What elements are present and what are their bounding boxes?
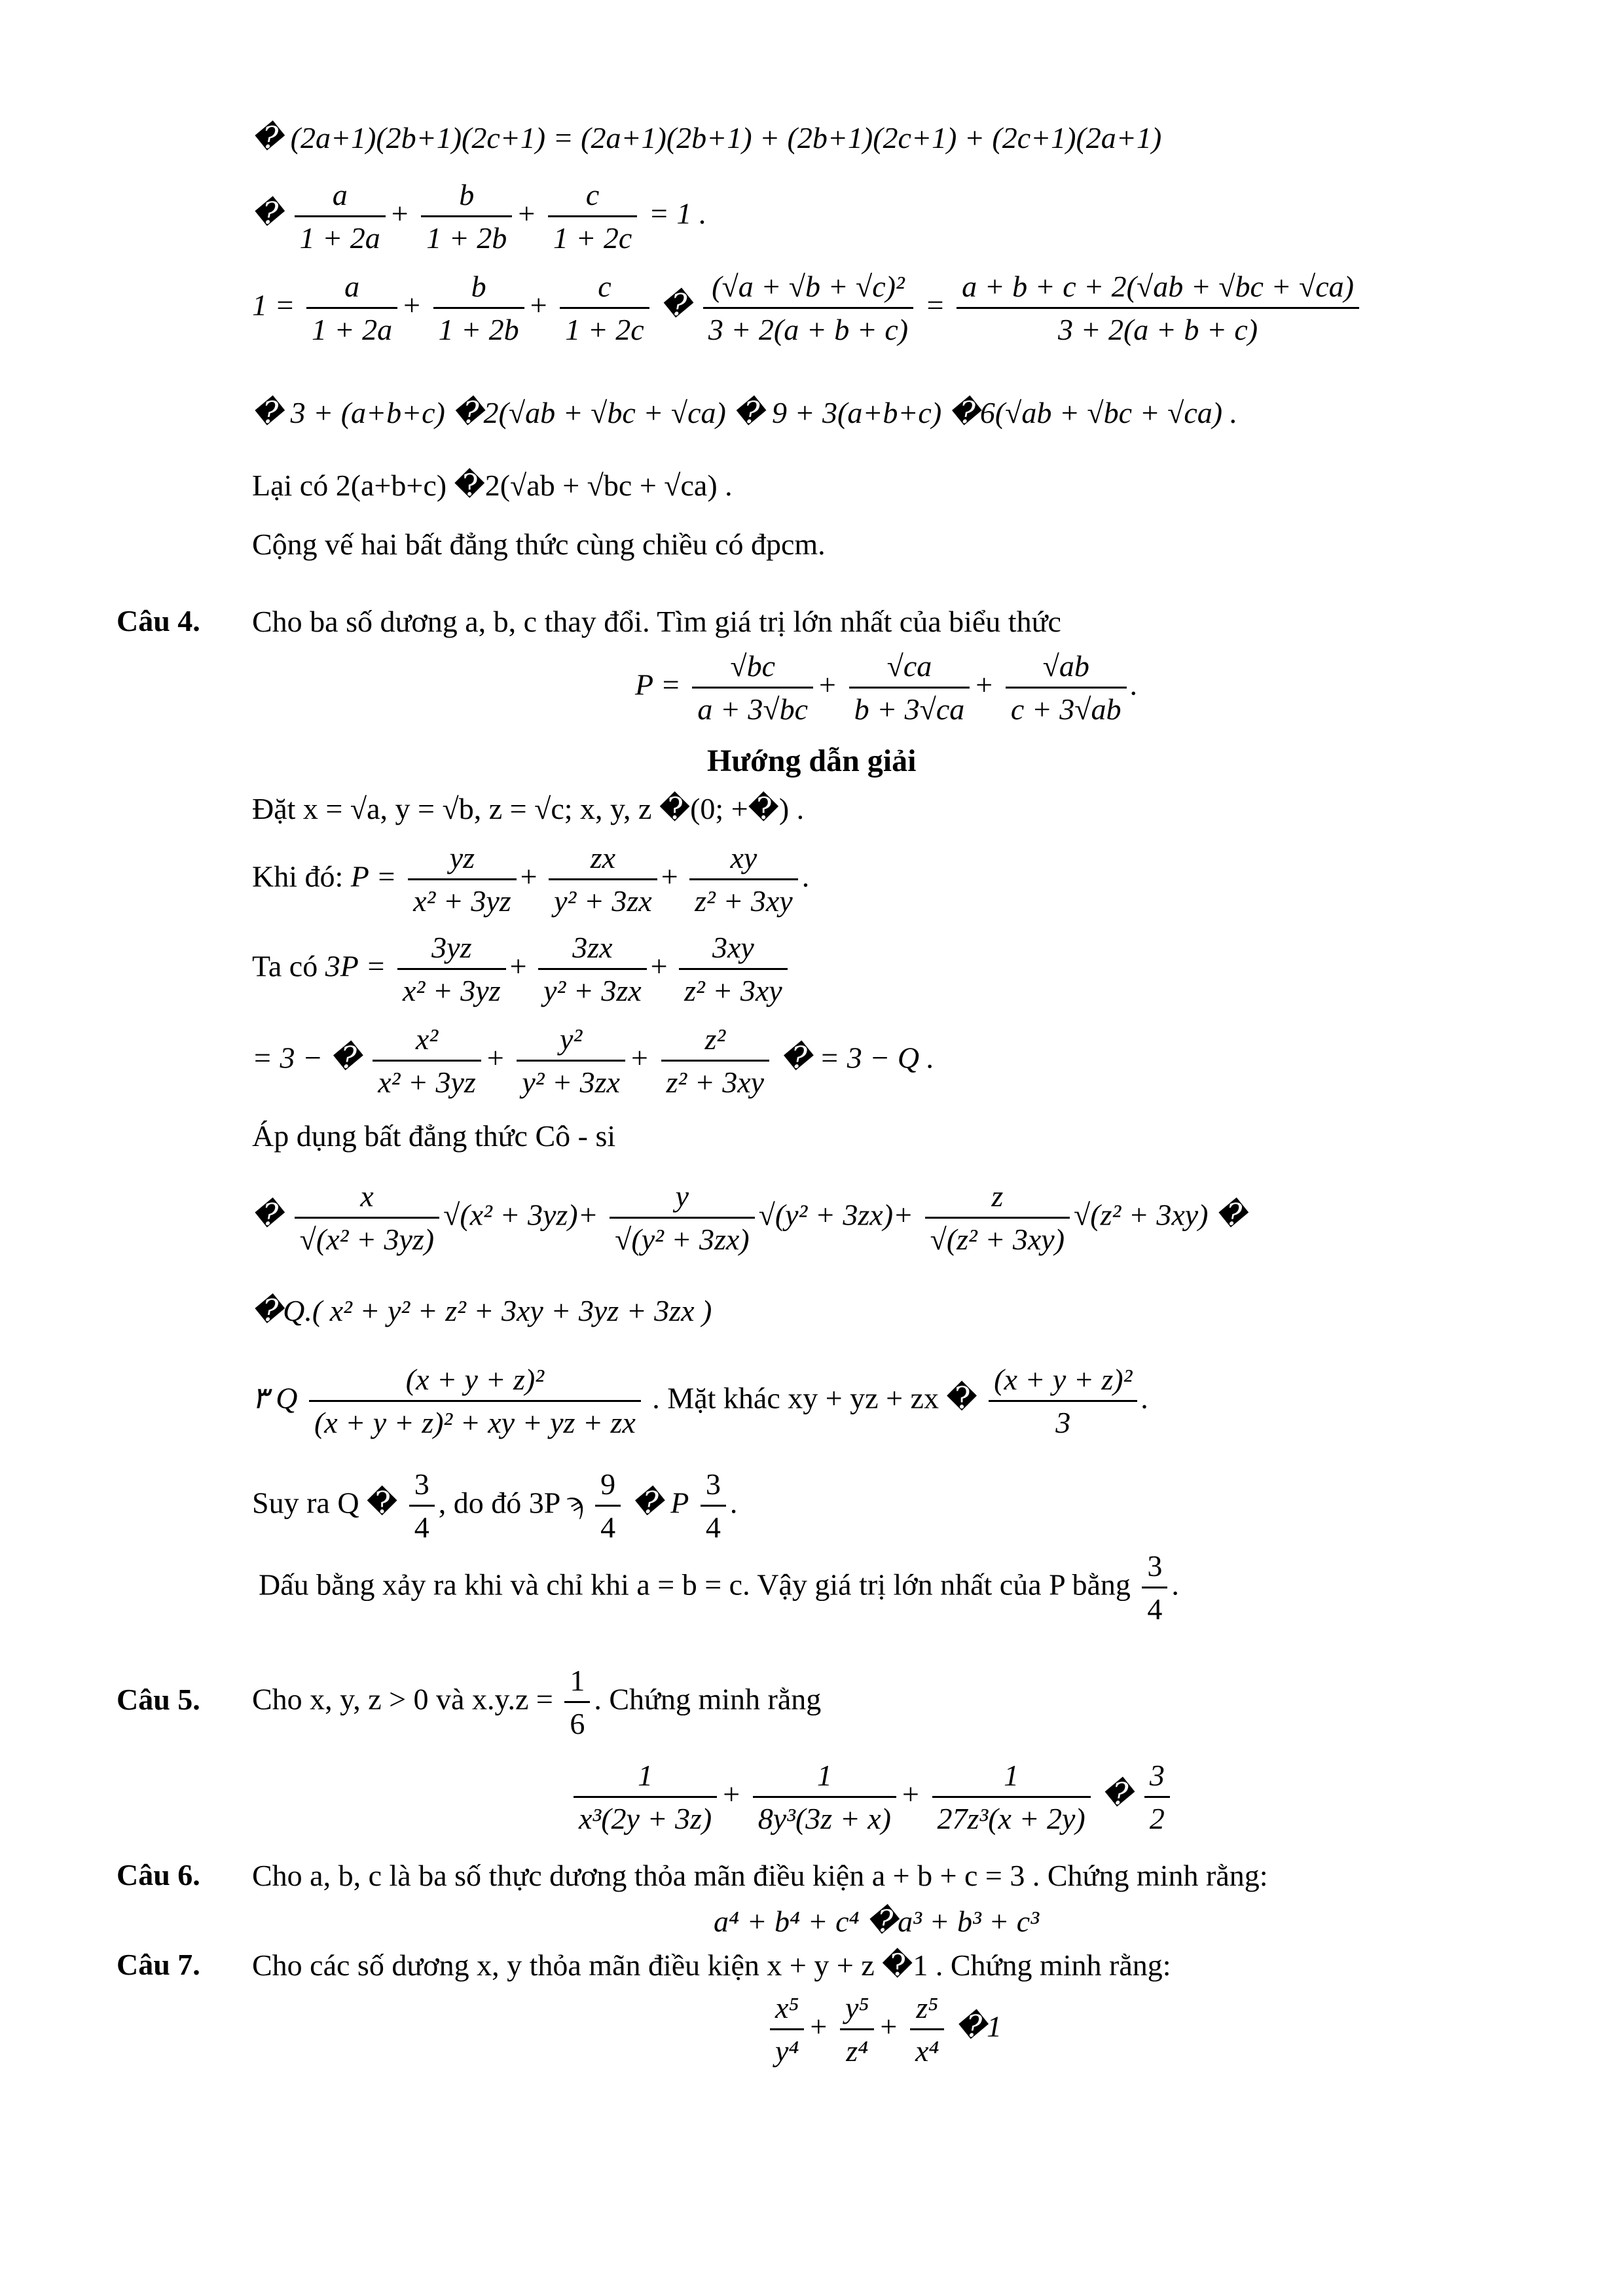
- inequality: a⁴ + b⁴ + c⁴ �a³ + b³ + c³: [714, 1905, 1040, 1938]
- inequality: $\frac{1}{\text{x³(2y + 3z)}}$ + $\frac{1}{\text{8y³(3z + x)}}$ + $\frac{1}{\text{27z³(x + 2y)}}$ � $\frac{3}{2}$: [570, 1757, 1174, 1837]
- equation-line: ٣ Q $\frac{\text{(x + y + z)²}}{\text{(x + y + z)² + xy + yz + zx}}$ . Mặt khác xy + yz + zx � $\frac{\text{(x + y + z)²}}{3}$ .: [252, 1361, 1149, 1441]
- fraction: $\frac{zx}{\text{y² + 3zx}}$: [549, 840, 657, 919]
- fraction: $\frac{\text{(x + y + z)²}}{3}$: [989, 1361, 1137, 1441]
- fraction: $\frac{\text{z²}}{\text{z² + 3xy}}$: [661, 1021, 770, 1100]
- equation-line: Khi đó: P = $\frac{yz}{\text{x² + 3yz}}$ + $\frac{zx}{\text{y² + 3zx}}$ + $\frac{xy}{\text{z² + 3xy}}$ .: [252, 840, 809, 919]
- fraction: $\frac{√bc}{a + 3√bc}$: [692, 648, 813, 727]
- question-text: Cho các số dương x, y thỏa mãn điều kiện x + y + z �1 . Chứng minh rằng:: [252, 1948, 1171, 1982]
- fraction: $\frac{\text{z⁵}}{\text{x⁴}}$: [910, 1990, 944, 2069]
- fraction: $\frac{9}{4}$: [595, 1466, 621, 1545]
- fraction: $\frac{c}{1 + 2c}$: [560, 268, 649, 348]
- fraction: $\frac{3yz}{\text{x² + 3yz}}$: [397, 929, 506, 1009]
- fraction: $\frac{xy}{\text{z² + 3xy}}$: [689, 840, 798, 919]
- question-label: Câu 6.: [117, 1858, 200, 1892]
- fraction: $\frac{\text{(√a + √b + √c)²}}{3 + 2(a + b + c)}$: [703, 268, 913, 348]
- question-label: Câu 7.: [117, 1948, 200, 1981]
- equation-line-3: 1 = $\frac{a}{1 + 2a}$ + $\frac{b}{1 + 2b}$ + $\frac{c}{1 + 2c}$ � $\frac{\text{(√a + √b + √c)²}}{3 + 2(a + b + c)}$ = $\frac{a + b + c + 2(√ab + √bc + √ca)}{3 + 2(a + b + c)}$: [252, 268, 1363, 348]
- fraction: $\frac{\text{x⁵}}{\text{y⁴}}$: [770, 1990, 804, 2069]
- question-label: Câu 4.: [117, 604, 200, 637]
- fraction: $\frac{y}{\text{√(y² + 3zx)}}$: [610, 1178, 754, 1257]
- fraction: $\frac{\text{x²}}{\text{x² + 3yz}}$: [373, 1021, 481, 1100]
- fraction: $\frac{1}{\text{27z³(x + 2y)}}$: [932, 1757, 1091, 1837]
- equation-line-1: � (2a+1)(2b+1)(2c+1) = (2a+1)(2b+1) + (2b+1)(2c+1) + (2c+1)(2a+1): [252, 121, 1162, 154]
- question-label: Câu 5.: [117, 1683, 200, 1716]
- fraction: $\frac{a + b + c + 2(√ab + √bc + √ca)}{3 + 2(a + b + c)}$: [957, 268, 1359, 348]
- fraction: $\frac{a}{1 + 2a}$: [295, 177, 386, 256]
- equation-line: �Q.( x² + y² + z² + 3xy + 3yz + 3zx ): [252, 1294, 712, 1327]
- fraction: $\frac{\text{y⁵}}{\text{z⁴}}$: [840, 1990, 874, 2069]
- fraction: $\frac{b}{1 + 2b}$: [421, 177, 512, 256]
- question-text: Cho ba số dương a, b, c thay đổi. Tìm giá trị lớn nhất của biểu thức: [252, 605, 1061, 638]
- inequality: $\frac{\text{x⁵}}{\text{y⁴}}$ + $\frac{\text{y⁵}}{\text{z⁴}}$ + $\frac{\text{z⁵}}{\text{x⁴}}$ �1: [766, 1990, 1002, 2069]
- fraction: $\frac{1}{6}$: [564, 1662, 590, 1742]
- fraction: $\frac{1}{\text{8y³(3z + x)}}$: [753, 1757, 896, 1837]
- text-line: Cộng vế hai bất đẳng thức cùng chiều có đpcm.: [252, 528, 826, 561]
- fraction: $\frac{z}{\text{√(z² + 3xy)}}$: [925, 1178, 1070, 1257]
- equation-line: Suy ra Q � $\frac{3}{4}$ , do đó 3P ϡ $\frac{9}{4}$ � P $\frac{3}{4}$ .: [252, 1466, 737, 1545]
- equation-line: � $\frac{x}{\text{√(x² + 3yz)}}$ √(x² + 3yz)+ $\frac{y}{\text{√(y² + 3zx)}}$ √(y² + 3zx)+ $\frac{z}{\text{√(z² + 3xy)}}$ √(z² + 3xy) �: [252, 1178, 1247, 1257]
- fraction: $\frac{1}{\text{x³(2y + 3z)}}$: [574, 1757, 717, 1837]
- fraction: $\frac{\text{y²}}{\text{y² + 3zx}}$: [517, 1021, 625, 1100]
- fraction: $\frac{√ca}{b + 3√ca}$: [849, 648, 970, 727]
- fraction: $\frac{c}{1 + 2c}$: [548, 177, 637, 256]
- fraction: $\frac{a}{1 + 2a}$: [306, 268, 397, 348]
- fraction: $\frac{x}{\text{√(x² + 3yz)}}$: [295, 1178, 439, 1257]
- question-text: Cho x, y, z > 0 và x.y.z = $\frac{1}{6}$ . Chứng minh rằng: [252, 1662, 821, 1742]
- solution-heading: Hướng dẫn giải: [707, 744, 917, 778]
- fraction: $\frac{3}{4}$: [1142, 1548, 1167, 1627]
- text-line: Đặt x = √a, y = √b, z = √c; x, y, z �(0; +�) .: [252, 792, 805, 825]
- text-line: Lại có 2(a+b+c) �2(√ab + √bc + √ca) .: [252, 469, 733, 502]
- fraction: $\frac{3zx}{\text{y² + 3zx}}$: [538, 929, 647, 1009]
- expression-P: P = $\frac{√bc}{a + 3√bc}$ + $\frac{√ca}{b + 3√ca}$ + $\frac{√ab}{c + 3√ab}$ .: [635, 648, 1138, 727]
- equation-line: = 3 − � $\frac{\text{x²}}{\text{x² + 3yz}}$ + $\frac{\text{y²}}{\text{y² + 3zx}}$ + $\frac{\text{z²}}{\text{z² + 3xy}}$ � = 3 − Q .: [252, 1021, 934, 1100]
- fraction: $\frac{√ab}{c + 3√ab}$: [1006, 648, 1127, 727]
- equation-line-4: � 3 + (a+b+c) �2(√ab + √bc + √ca) � 9 + 3(a+b+c) �6(√ab + √bc + √ca) .: [252, 396, 1238, 429]
- fraction: $\frac{3}{2}$: [1144, 1757, 1170, 1837]
- fraction: $\frac{b}{1 + 2b}$: [433, 268, 524, 348]
- fraction: $\frac{\text{(x + y + z)²}}{\text{(x + y + z)² + xy + yz + zx}}$: [309, 1361, 641, 1441]
- text-line: Dấu bằng xảy ra khi và chỉ khi a = b = c. Vậy giá trị lớn nhất của P bằng $\frac{3}{4}$ .: [259, 1548, 1179, 1627]
- equation-line: Ta có 3P = $\frac{3yz}{\text{x² + 3yz}}$ + $\frac{3zx}{\text{y² + 3zx}}$ + $\frac{3xy}{\text{z² + 3xy}}$: [252, 929, 792, 1009]
- fraction: $\frac{3}{4}$: [701, 1466, 726, 1545]
- question-text: Cho a, b, c là ba số thực dương thỏa mãn điều kiện a + b + c = 3 . Chứng minh rằng:: [252, 1859, 1268, 1892]
- text-line: Áp dụng bất đẳng thức Cô - si: [252, 1119, 616, 1153]
- fraction: $\frac{yz}{\text{x² + 3yz}}$: [408, 840, 517, 919]
- fraction: $\frac{3xy}{\text{z² + 3xy}}$: [679, 929, 788, 1009]
- equation-line-2: � $\frac{a}{1 + 2a}$ + $\frac{b}{1 + 2b}$ + $\frac{c}{1 + 2c}$ = 1 .: [252, 177, 706, 256]
- fraction: $\frac{3}{4}$: [409, 1466, 435, 1545]
